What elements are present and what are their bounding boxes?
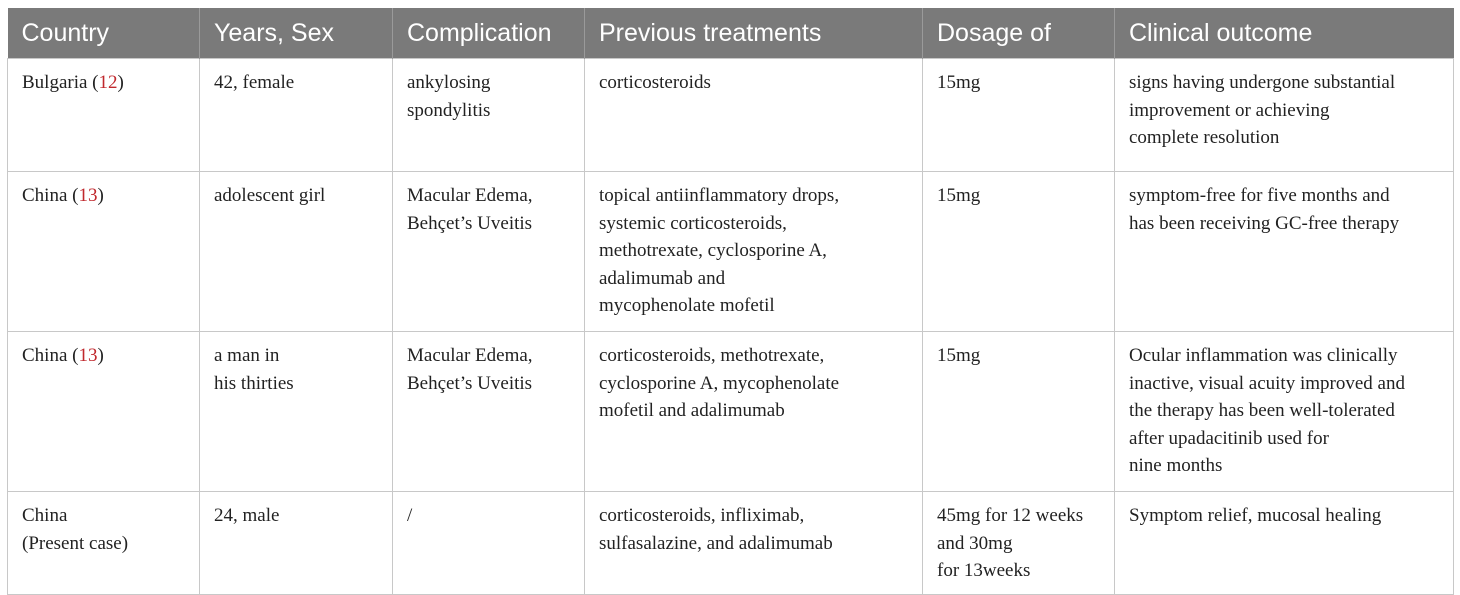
cell-complication [393,332,585,492]
cell-complication [393,492,585,595]
country-line: (Present case) [22,532,129,554]
treatments-line: cyclosporine A, mycophenolate [599,372,840,394]
header-dosage: Dosage of [923,8,1115,59]
table-body [8,59,1454,595]
cell-previous-treatments [585,172,923,332]
reference-link[interactable]: 13 [78,345,98,366]
cell-dosage [923,492,1115,595]
outcome-line: after upadacitinib used for [1129,427,1329,449]
treatments-line: mofetil and adalimumab [599,400,785,421]
country-text: China ( [22,185,79,206]
outcome-line: complete resolution [1129,127,1280,148]
cell-years-sex [200,332,393,492]
years-sex-line: adolescent girl [214,185,326,206]
complication-line: / [407,505,413,526]
table-row [8,172,1454,332]
cell-dosage [923,172,1115,332]
header-clinical-outcome: Clinical outcome [1115,8,1454,59]
complication-line: Behçet’s Uveitis [407,372,533,394]
cell-complication [393,59,585,172]
treatments-line: adalimumab and [599,267,726,289]
dosage-line: 15mg [937,185,981,206]
table-row [8,332,1454,492]
ref-close: ) [97,185,104,206]
outcome-line: Ocular inflammation was clinically [1129,345,1398,366]
country-text: Bulgaria ( [22,72,99,93]
country-text: China ( [22,345,79,366]
header-row [8,8,1454,59]
cell-complication [393,172,585,332]
cell-clinical-outcome [1115,332,1454,492]
treatments-line: corticosteroids [599,72,711,93]
treatments-line: topical antiinflammatory drops, [599,185,840,206]
table-row [8,59,1454,172]
cell-country [8,492,200,595]
treatments-line: corticosteroids, methotrexate, [599,345,825,366]
complication-line: Macular Edema, [407,185,533,206]
cell-years-sex [200,492,393,595]
outcome-line: signs having undergone substantial [1129,72,1396,93]
outcome-line: symptom-free for five months and [1129,185,1390,206]
treatments-line: corticosteroids, infliximab, [599,505,805,526]
case-comparison-table-container [7,8,1453,595]
dosage-line: and 30mg [937,532,1013,554]
cell-clinical-outcome [1115,172,1454,332]
case-comparison-table [7,8,1454,595]
cell-dosage [923,332,1115,492]
cell-clinical-outcome [1115,492,1454,595]
header-previous-treatments: Previous treatments [585,8,923,59]
complication-line: spondylitis [407,99,491,121]
header-complication: Complication [393,8,585,59]
outcome-line: inactive, visual acuity improved and [1129,372,1405,394]
outcome-line: improvement or achieving [1129,99,1330,121]
years-sex-line: 42, female [214,72,295,93]
outcome-line: nine months [1129,455,1223,476]
treatments-line: methotrexate, cyclosporine A, [599,240,827,261]
cell-country [8,332,200,492]
outcome-line: Symptom relief, mucosal healing [1129,505,1382,526]
cell-previous-treatments [585,492,923,595]
cell-years-sex [200,59,393,172]
ref-close: ) [97,345,104,366]
outcome-line: has been receiving GC-free therapy [1129,212,1400,234]
complication-line: ankylosing [407,72,491,93]
header-country: Country [8,8,200,59]
header-years-sex: Years, Sex [200,8,393,59]
cell-years-sex [200,172,393,332]
years-sex-line: 24, male [214,505,280,526]
cell-clinical-outcome [1115,59,1454,172]
treatments-line: sulfasalazine, and adalimumab [599,532,833,554]
dosage-line: 15mg [937,72,981,93]
table-row [8,492,1454,595]
dosage-line: 15mg [937,345,981,366]
reference-link[interactable]: 13 [78,185,98,206]
cell-previous-treatments [585,59,923,172]
ref-close: ) [117,72,124,93]
cell-country [8,172,200,332]
years-sex-line: his thirties [214,372,294,394]
cell-previous-treatments [585,332,923,492]
dosage-line: 45mg for 12 weeks [937,505,1084,526]
treatments-line: mycophenolate mofetil [599,295,775,316]
reference-link[interactable]: 12 [98,72,118,93]
complication-line: Macular Edema, [407,345,533,366]
complication-line: Behçet’s Uveitis [407,212,533,234]
dosage-line: for 13weeks [937,560,1031,581]
country-line: China [22,505,68,526]
years-sex-line: a man in [214,345,280,366]
cell-dosage [923,59,1115,172]
treatments-line: systemic corticosteroids, [599,212,787,234]
table-header [8,8,1454,59]
outcome-line: the therapy has been well-tolerated [1129,400,1395,421]
cell-country [8,59,200,172]
